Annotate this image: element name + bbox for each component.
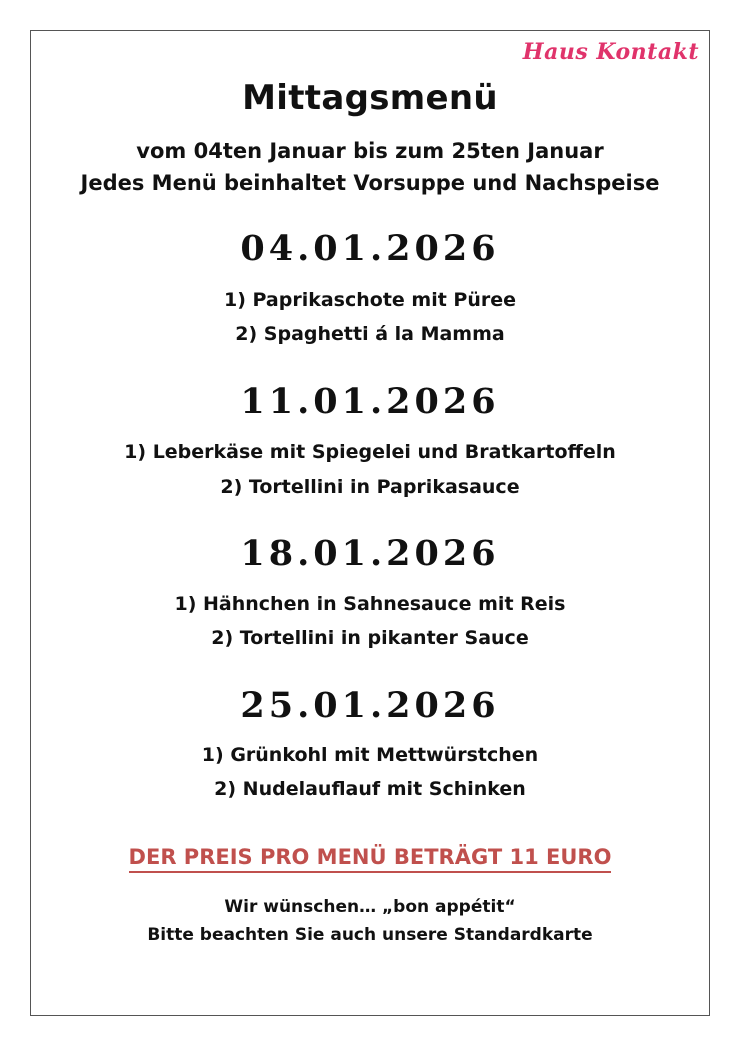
day-date: 04.01.2026 [240,228,500,269]
day-date: 18.01.2026 [240,533,500,574]
menu-title: Mittagsmenü [242,78,498,118]
menu-item: 1) Paprikaschote mit Püree [223,289,517,311]
day-date: 11.01.2026 [240,381,500,422]
menu-item: 1) Hähnchen in Sahnesauce mit Reis [174,593,566,615]
date-range-subtitle: vom 04ten Januar bis zum 25ten Januar [136,139,604,163]
day-date: 25.01.2026 [240,685,500,726]
menu-item: 2) Nudelauflauf mit Schinken [214,778,526,800]
price-notice [0,845,740,869]
menu-includes-subtitle: Jedes Menü beinhaltet Vorsuppe und Nachspeise [80,171,660,195]
menu-item: 2) Tortellini in pikanter Sauce [211,627,529,649]
menu-item: 2) Tortellini in Paprikasauce [220,476,520,498]
haus-kontakt-logo: Haus Kontakt [522,39,699,65]
price-notice-text: DER PREIS PRO MENÜ BETRÄGT 11 EURO [129,845,612,873]
menu-item: 1) Leberkäse mit Spiegelei und Bratkartoffeln [124,441,616,463]
standard-menu-note: Bitte beachten Sie auch unsere Standardkarte [147,925,593,945]
menu-item: 2) Spaghetti á la Mamma [235,323,505,345]
menu-item: 1) Grünkohl mit Mettwürstchen [201,744,539,766]
closing-greeting: Wir wünschen… „bon appétit“ [224,897,516,917]
